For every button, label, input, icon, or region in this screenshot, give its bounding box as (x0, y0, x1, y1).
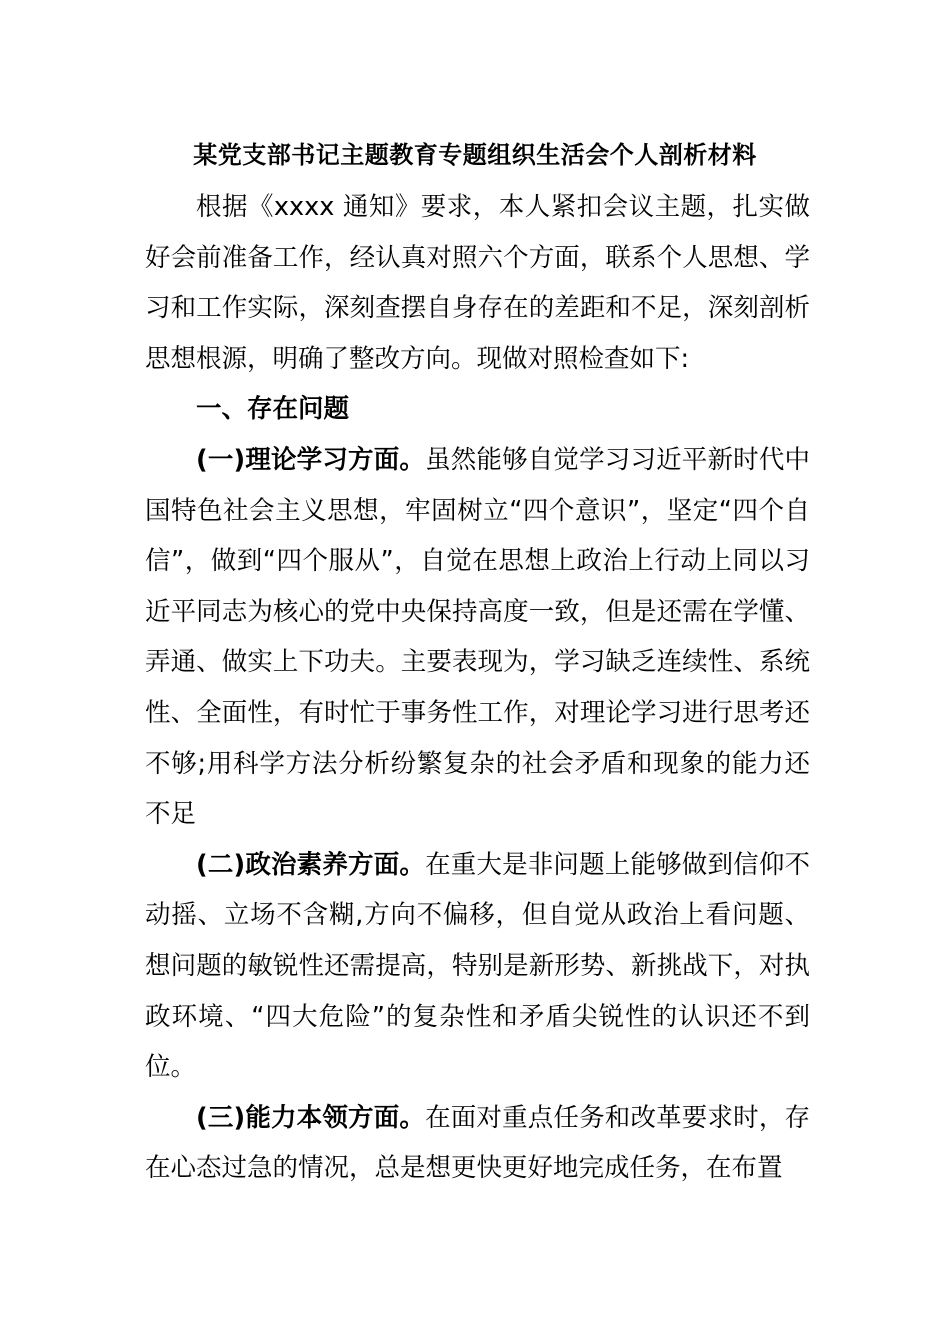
item-text: 虽然能够自觉学习习近平新时代中国特色社会主义思想，牢固树立“四个意识”，坚定“四个自信”，做到“四个服从”，自觉在思想上政治上行动上同以习近平同志为核心的党中央保持高度一致，但是还需在学懂、弄通、做实上下功夫。主要表现为，学习缺乏连续性、系统性、全面性，有时忙于事务性工作，对理论学习进行思考还不够;用科学方法分析纷繁复杂的社会矛盾和现象的能力还不足 (145, 444, 810, 830)
item-lead: (三)能力本领方面。 (196, 1102, 426, 1133)
item-lead: (二)政治素养方面。 (196, 849, 426, 880)
item-paragraph-3 (145, 1093, 810, 1194)
item-text: 在面对重点任务和改革要求时，存在心态过急的情况，总是想更快更好地完成任务，在布置 (145, 1102, 810, 1184)
document-title: 某党支部书记主题教育专题组织生活会个人剖析材料 (193, 141, 757, 169)
item-text: 在重大是非问题上能够做到信仰不动摇、立场不含糊,方向不偏移，但自觉从政治上看问题、想问题的敏锐性还需提高，特别是新形势、新挑战下，对执政环境、“四大危险”的复杂性和矛盾尖锐性的认识还不到位。 (145, 849, 810, 1083)
section-heading: 一、存在问题 (196, 394, 350, 425)
item-paragraph-1 (145, 435, 810, 840)
item-paragraph-2 (145, 840, 810, 1093)
intro-paragraph: 根据《xxxx 通知》要求，本人紧扣会议主题，扎实做好会前准备工作，经认真对照六个方面，联系个人思想、学习和工作实际，深刻查摆自身存在的差距和不足，深刻剖析思想根源，明确了整改方向。现做对照检查如下: (145, 192, 810, 374)
document-body (145, 182, 810, 1194)
item-lead: (一)理论学习方面。 (196, 444, 426, 475)
